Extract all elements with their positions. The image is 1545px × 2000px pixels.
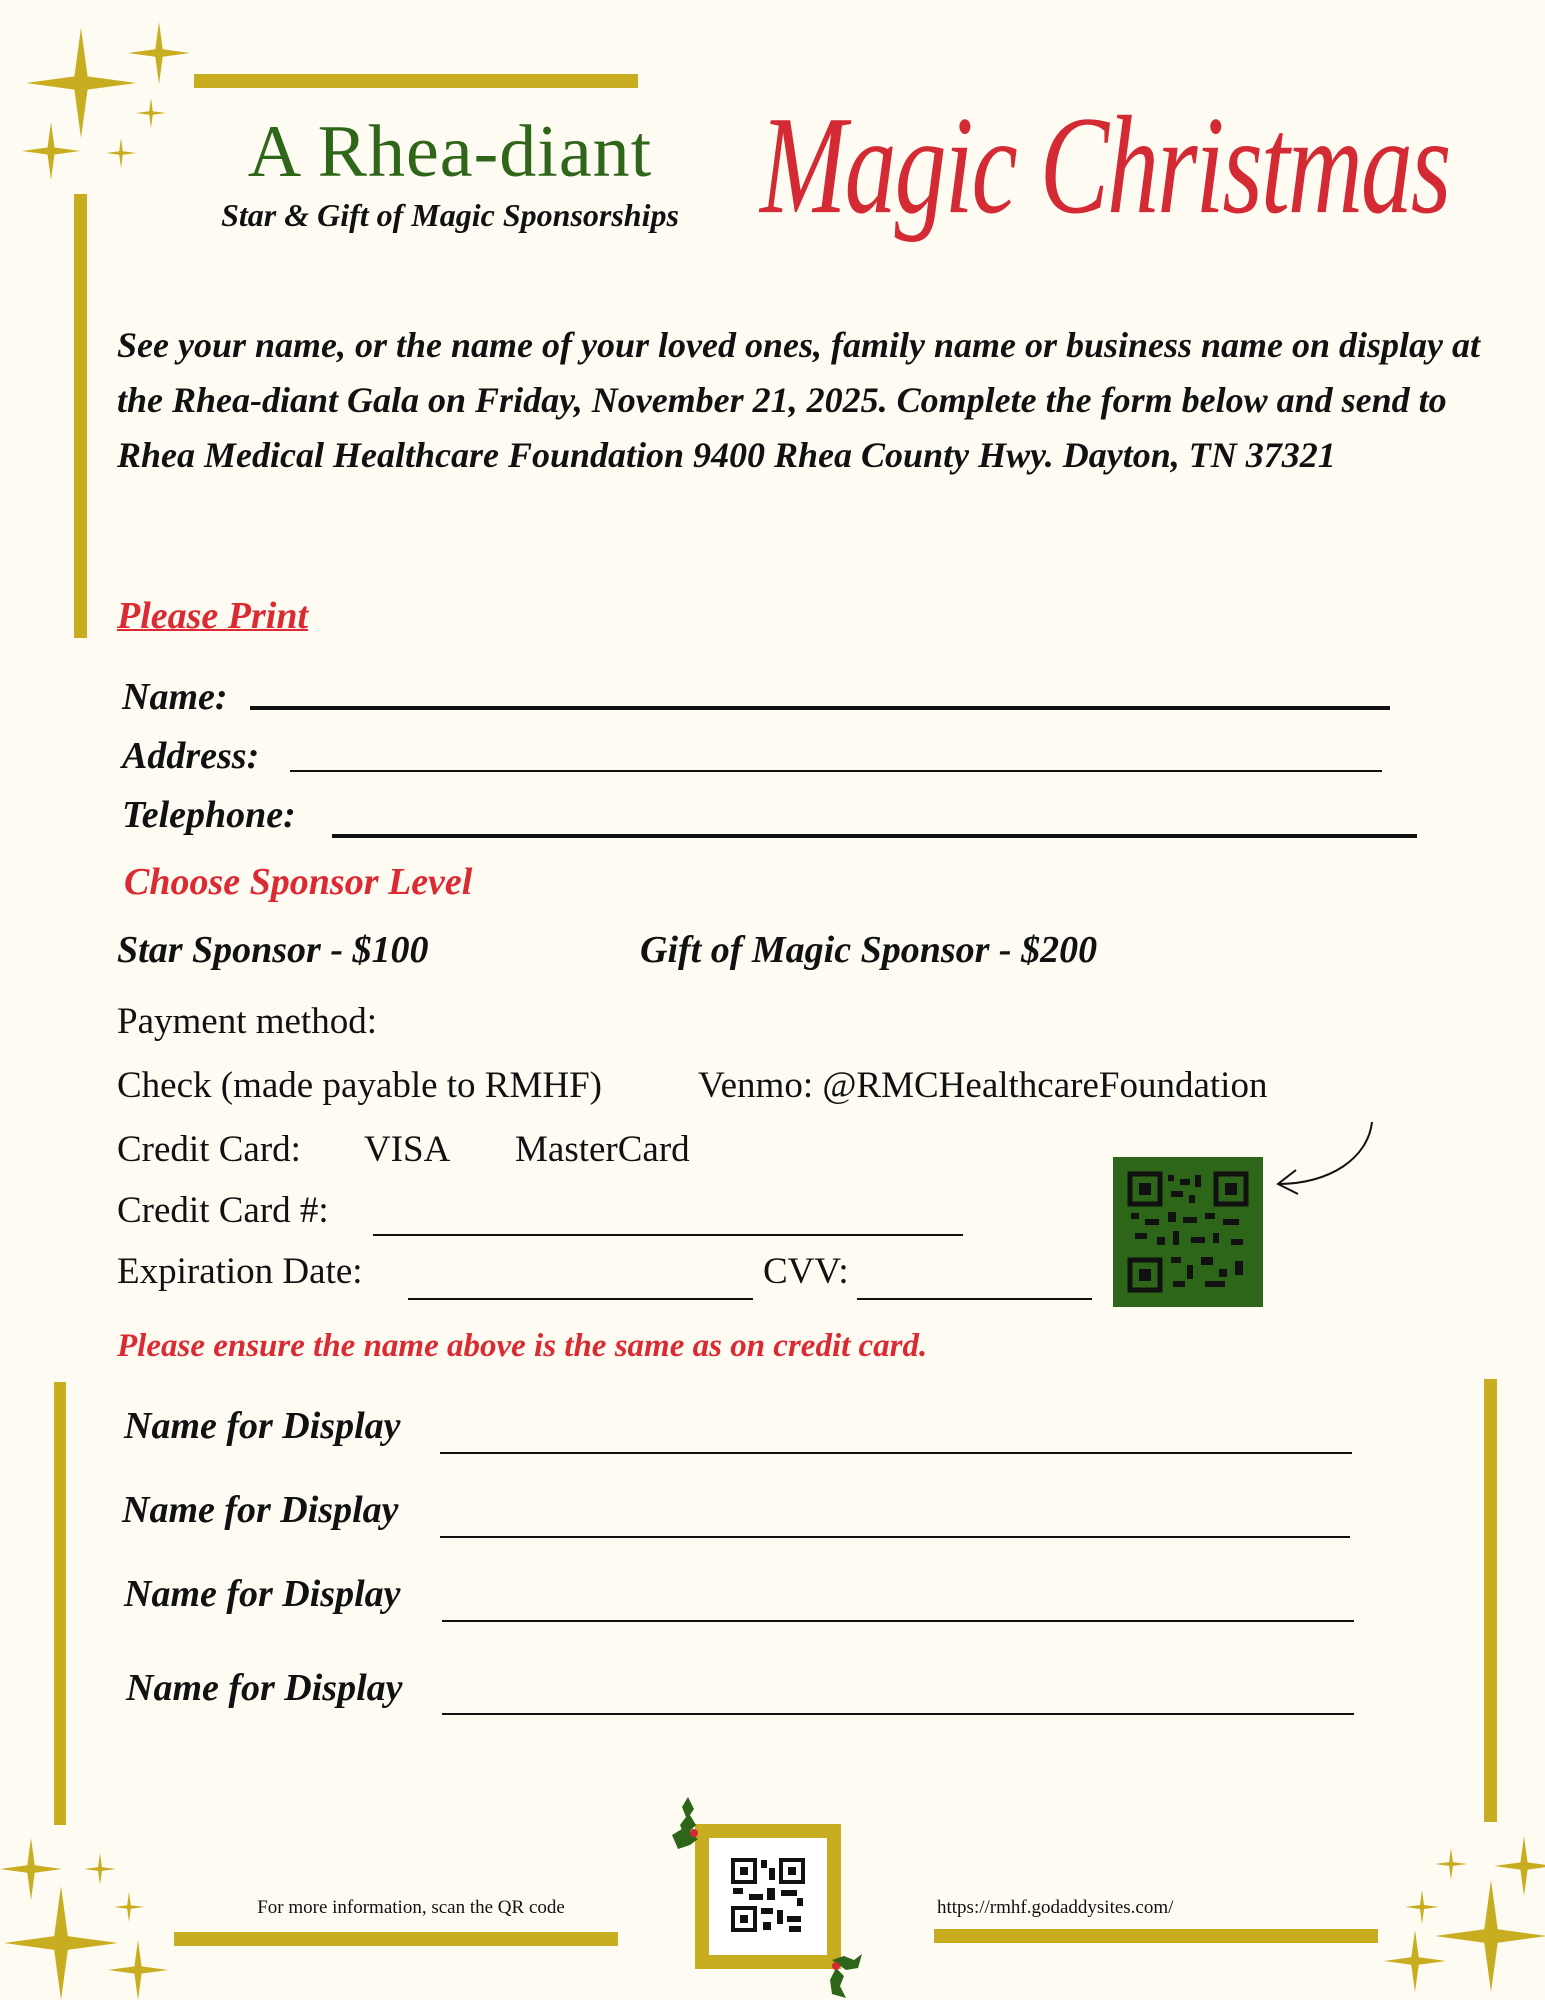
- gold-bar-footer-right: [934, 1929, 1378, 1943]
- gold-bar-left: [74, 194, 87, 638]
- expiration-field[interactable]: [408, 1298, 753, 1300]
- gold-bar-left-lower: [54, 1382, 66, 1825]
- sparkle-icon: [84, 1853, 116, 1885]
- event-subtitle: Star & Gift of Magic Sponsorships: [221, 197, 679, 233]
- cvv-label: CVV:: [763, 1251, 849, 1292]
- gold-bar-footer-left: [174, 1932, 618, 1946]
- address-field[interactable]: [290, 770, 1382, 772]
- sparkle-icon: [136, 98, 166, 128]
- magic-christmas-title: Magic Christmas: [760, 87, 1450, 244]
- visa-option[interactable]: VISA: [364, 1129, 451, 1170]
- holly-icon: [822, 1950, 878, 2000]
- display-name-field[interactable]: [440, 1452, 1352, 1454]
- gold-bar-top: [194, 74, 638, 88]
- display-name-field[interactable]: [442, 1620, 1354, 1622]
- display-name-label: Name for Display: [122, 1489, 399, 1531]
- display-name-field[interactable]: [440, 1536, 1350, 1538]
- cvv-field[interactable]: [857, 1298, 1092, 1300]
- please-print-label: Please Print: [117, 595, 309, 637]
- display-name-field[interactable]: [442, 1713, 1354, 1715]
- venmo-option[interactable]: Venmo: @RMCHealthcareFoundation: [698, 1065, 1268, 1106]
- name-label: Name:: [122, 676, 228, 718]
- address-label: Address:: [122, 735, 260, 777]
- event-title: A Rhea-diant: [247, 111, 653, 193]
- sponsor-level-heading: Choose Sponsor Level: [124, 861, 473, 903]
- sparkle-icon: [1435, 1880, 1545, 1992]
- telephone-field[interactable]: [332, 834, 1417, 838]
- display-name-label: Name for Display: [126, 1667, 403, 1709]
- sparkle-icon: [4, 1886, 118, 2000]
- payment-method-label: Payment method:: [117, 1001, 377, 1042]
- qr-code-icon: [709, 1838, 827, 1955]
- star-sponsor-option[interactable]: Star Sponsor - $100: [117, 929, 429, 971]
- telephone-label: Telephone:: [122, 794, 296, 836]
- expiration-label: Expiration Date:: [117, 1251, 363, 1292]
- sparkle-icon: [128, 22, 190, 84]
- venmo-qr-code: [1113, 1157, 1263, 1307]
- display-name-label: Name for Display: [124, 1573, 401, 1615]
- credit-card-note: Please ensure the name above is the same as on credit card.: [117, 1328, 928, 1364]
- mastercard-option[interactable]: MasterCard: [515, 1129, 690, 1170]
- gift-sponsor-option[interactable]: Gift of Magic Sponsor - $200: [640, 929, 1098, 971]
- sparkle-icon: [22, 122, 80, 180]
- check-option[interactable]: Check (made payable to RMHF): [117, 1065, 602, 1106]
- sparkle-icon: [114, 1892, 144, 1922]
- sparkle-icon: [1405, 1890, 1439, 1924]
- intro-paragraph: See your name, or the name of your loved ones, family name or business name on display at the Rhea-diant Gala on Friday, November 21, 2025. Complete the form below and send to Rhea Medical Healthcare Foundation 9400 Rhea County Hwy. Dayton, TN 37321: [117, 325, 1481, 475]
- sparkle-icon: [108, 1940, 168, 2000]
- card-number-field[interactable]: [373, 1234, 963, 1236]
- website-url[interactable]: https://rmhf.godaddysites.com/: [937, 1897, 1174, 1918]
- display-name-label: Name for Display: [124, 1405, 401, 1447]
- qr-pattern-icon: [1113, 1157, 1263, 1307]
- sparkle-icon: [106, 138, 136, 168]
- gold-bar-right-lower: [1484, 1379, 1497, 1822]
- arrow-icon: [1270, 1118, 1380, 1198]
- scan-qr-text: For more information, scan the QR code: [257, 1897, 565, 1918]
- sparkle-icon: [1384, 1930, 1446, 1992]
- card-number-label: Credit Card #:: [117, 1190, 329, 1231]
- sparkle-icon: [1435, 1848, 1467, 1880]
- name-field[interactable]: [250, 706, 1390, 710]
- holly-icon: [668, 1795, 724, 1855]
- credit-card-label: Credit Card:: [117, 1129, 301, 1170]
